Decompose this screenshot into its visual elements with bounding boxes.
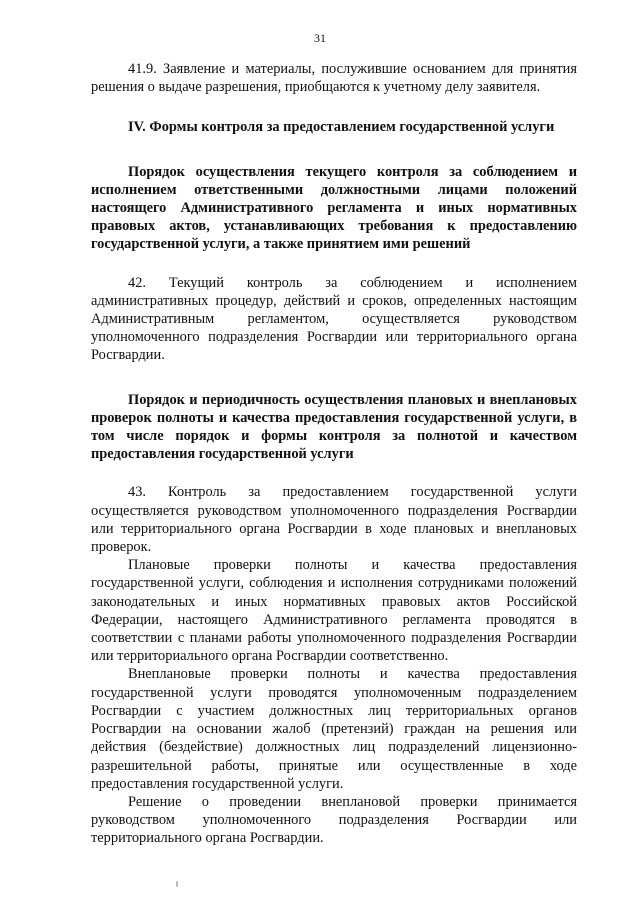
page-body: [91, 60, 577, 848]
section-iv-title: IV. Формы контроля за предоставлением государственной услуги: [128, 119, 555, 136]
paragraph-43-decision: Решение о проведении внеплановой проверки принимается руководством уполномоченного подразделения Росгвардии или территориального органа Росгвардии.: [91, 793, 577, 847]
paragraph-42: 42. Текущий контроль за соблюдением и исполнением административных процедур, действий и сроков, определенных настоящим Административным регламентом, осуществляется руководством уполномоченного подразделения Росгвардии или территориального органа Росгвардии.: [91, 274, 577, 364]
paragraph-43: 43. Контроль за предоставлением государственной услуги осуществляется руководством уполномоченного подразделения Росгвардии или территориального органа Росгвардии в ходе плановых и внеплановых проверок.: [91, 484, 577, 556]
subheading-inspections: Порядок и периодичность осуществления плановых и внеплановых проверок полноты и качества предоставления государственной услуги, в том числе порядок и формы контроля за полнотой и качеством предоставления государственной услуги: [91, 391, 577, 463]
scan-speck: [176, 881, 178, 887]
page-number: 31: [314, 31, 326, 45]
paragraph-43-planned-inspections: Плановые проверки полноты и качества предоставления государственной услуги, соблюдения и исполнения сотрудниками положений законодательных и иных нормативных правовых актов Российской Федерации, настоящего Административного регламента проводятся в соответствии с планами работы уполномоченного подразделения Росгвардии или территориального органа Росгвардии соответственно.: [91, 557, 577, 665]
subheading-current-control: Порядок осуществления текущего контроля за соблюдением и исполнением ответственными должностными лицами положений настоящего Административного регламента и иных нормативных правовых актов, устанавливающих требования к предоставлению государственной услуги, а также принятием ими решений: [91, 163, 577, 253]
paragraph-41-9: 41.9. Заявление и материалы, послужившие основанием для принятия решения о выдаче разрешения, приобщаются к учетному делу заявителя.: [91, 61, 577, 96]
paragraph-43-unplanned-inspections: Внеплановые проверки полноты и качества предоставления государственной услуги проводятся уполномоченным подразделением Росгвардии с участием должностных лиц территориальных органов Росгвардии на основании жалоб (претензий) граждан на решения или действия (бездействие) должностных лиц подразделений лицензионно-разрешительной работы, принятые или осуществленные в ходе предоставления государственной услуги.: [91, 666, 577, 792]
